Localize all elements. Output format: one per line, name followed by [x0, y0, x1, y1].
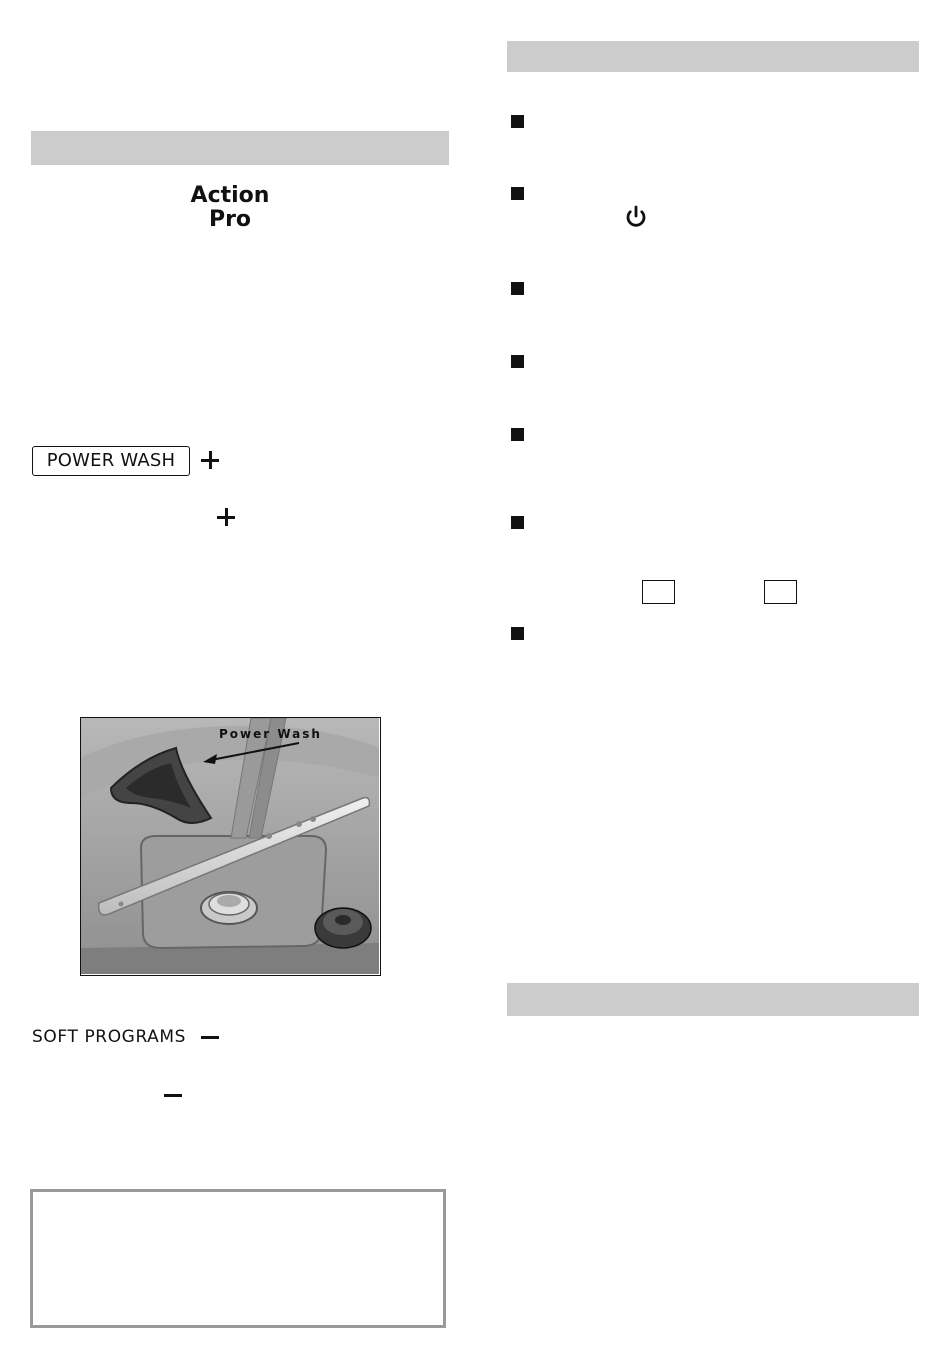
- square-bullet-icon: [511, 282, 524, 295]
- blank-key-box: [764, 580, 797, 604]
- power-wash-label: POWER WASH: [32, 446, 190, 476]
- power-icon: [624, 205, 648, 229]
- square-bullet-icon: [511, 187, 524, 200]
- square-bullet-icon: [511, 115, 524, 128]
- square-bullet-icon: [511, 627, 524, 640]
- blank-key-box: [642, 580, 675, 604]
- dishwasher-interior-illustration: [81, 718, 379, 974]
- plus-icon: [217, 508, 235, 526]
- section-header-band-right-top: [507, 41, 919, 72]
- soft-programs-label: SOFT PROGRAMS: [32, 1027, 187, 1047]
- square-bullet-icon: [511, 355, 524, 368]
- figure-callout: Power Wash: [219, 727, 322, 741]
- note-box: [30, 1189, 446, 1328]
- minus-icon: [164, 1086, 182, 1104]
- section-header-band-left: [31, 131, 449, 165]
- square-bullet-icon: [511, 516, 524, 529]
- power-wash-figure: [80, 717, 381, 976]
- square-bullet-icon: [511, 428, 524, 441]
- plus-icon: [201, 451, 219, 469]
- brand-logo-line1: Action: [190, 183, 270, 208]
- minus-icon: [201, 1028, 219, 1046]
- section-header-band-right-bottom: [507, 983, 919, 1016]
- brand-logo-line2: Pro: [208, 207, 252, 232]
